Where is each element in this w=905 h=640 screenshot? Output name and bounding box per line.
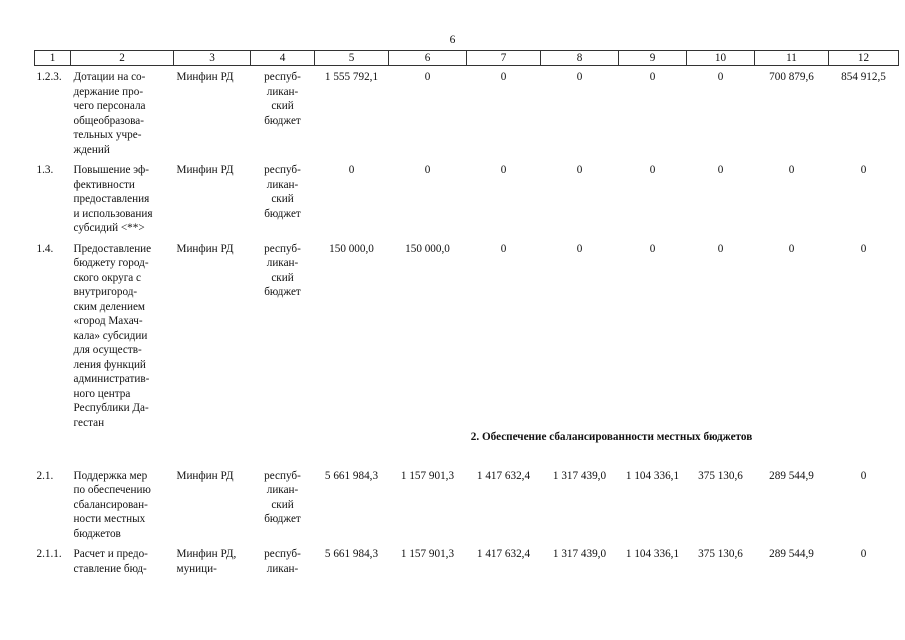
cell-line: ности местных: [73, 513, 146, 525]
row-funding-source: [251, 469, 315, 542]
cell-line: административ-: [73, 373, 150, 385]
cell-line: бюджет: [264, 207, 301, 220]
header-cell: 8: [541, 51, 619, 66]
row-value: 0: [788, 164, 795, 176]
row-value: 289 544,9: [769, 548, 814, 560]
row-value: 150 000,0: [329, 242, 374, 255]
row-funding-source: [251, 242, 315, 431]
row-executor: [174, 242, 251, 431]
cell-line: Повышение эф-: [73, 164, 149, 176]
cell-line: ставление бюд-: [73, 562, 147, 575]
row-code: 2.1.: [36, 469, 54, 482]
row-value: 1 104 336,1: [625, 548, 680, 560]
cell-line: Минфин РД: [176, 71, 234, 83]
row-value: 0: [649, 242, 656, 255]
cell-line: Минфин РД: [176, 469, 234, 482]
cell-line: Минфин РД,: [176, 548, 237, 560]
cell-line: респуб-: [264, 71, 301, 83]
cell-line: ликан-: [266, 484, 299, 496]
row-value: 0: [348, 164, 355, 176]
row-name: [71, 547, 174, 576]
row-value: 0: [860, 164, 867, 176]
cell-line: и использования: [73, 207, 153, 220]
cell-line: респуб-: [264, 164, 301, 176]
cell-line: ного центра: [73, 387, 131, 400]
header-cell: 10: [687, 51, 755, 66]
row-value: 0: [860, 242, 867, 255]
row-value: 1 157 901,3: [400, 469, 455, 482]
header-cell: 11: [755, 51, 829, 66]
row-value: 700 879,6: [769, 71, 814, 83]
row-value: 0: [717, 242, 724, 255]
row-value: 0: [500, 164, 507, 176]
header-cell: 9: [619, 51, 687, 66]
cell-line: ским делением: [73, 300, 145, 313]
cell-line: ликан-: [266, 562, 299, 575]
header-cell: 5: [315, 51, 389, 66]
cell-line: внутригород-: [73, 286, 138, 298]
header-cell: 7: [467, 51, 541, 66]
cell-line: общеобразова-: [73, 114, 144, 127]
cell-line: ский: [271, 100, 294, 112]
row-value: 150 000,0: [405, 242, 450, 255]
table-row: [35, 163, 899, 236]
cell-line: ского округа с: [73, 271, 142, 284]
cell-line: бюджет: [264, 286, 301, 298]
table-row: [35, 547, 899, 576]
cell-line: респуб-: [264, 242, 301, 255]
row-value: 0: [500, 242, 507, 255]
row-value: 375 130,6: [698, 548, 743, 560]
cell-line: предоставления: [73, 193, 150, 205]
cell-line: муници-: [176, 562, 217, 575]
row-value: 0: [860, 548, 867, 560]
table-row: [35, 66, 899, 158]
cell-line: фективности: [73, 178, 135, 191]
cell-line: по обеспечению: [73, 484, 151, 496]
row-value: 1 157 901,3: [400, 548, 455, 560]
cell-line: Минфин РД: [176, 164, 234, 176]
cell-line: тельных учре-: [73, 129, 142, 141]
header-cell: 12: [829, 51, 899, 66]
cell-line: Дотации на со-: [73, 71, 146, 83]
row-value: 1 417 632,4: [476, 469, 531, 482]
cell-line: ления функций: [73, 358, 146, 371]
table-row: [35, 242, 899, 431]
row-funding-source: [251, 66, 315, 158]
row-value: 0: [717, 71, 724, 83]
row-value: 0: [717, 164, 724, 176]
row-value: 0: [576, 71, 583, 83]
row-value: 1 417 632,4: [476, 548, 531, 560]
row-funding-source: [251, 547, 315, 576]
row-value: 0: [424, 164, 431, 176]
row-value: 0: [576, 164, 583, 176]
column-number-header: [35, 51, 899, 66]
row-value: 289 544,9: [769, 469, 814, 482]
row-code: 1.2.3.: [36, 71, 62, 83]
cell-line: Расчет и предо-: [73, 548, 148, 560]
cell-line: ликан-: [266, 178, 299, 191]
cell-line: ский: [271, 271, 294, 284]
row-value: 1 555 792,1: [324, 71, 379, 83]
cell-line: ский: [271, 498, 294, 511]
cell-line: «город Махач-: [73, 315, 143, 327]
row-value: 0: [424, 71, 431, 83]
row-code: 2.1.1.: [36, 548, 62, 560]
cell-line: кала» субсидии: [73, 329, 148, 342]
row-code: 1.4.: [36, 242, 54, 255]
page-number: 6: [449, 34, 456, 46]
row-executor: [174, 469, 251, 542]
row-value: 854 912,5: [841, 71, 886, 83]
budget-table: [34, 50, 899, 576]
row-name: [71, 66, 174, 158]
row-executor: [174, 163, 251, 236]
row-value: 0: [500, 71, 507, 83]
cell-line: ский: [271, 193, 294, 205]
cell-line: держание про-: [73, 85, 144, 98]
row-value: 5 661 984,3: [324, 469, 379, 482]
row-name: [71, 163, 174, 236]
row-name: [71, 242, 174, 431]
header-cell: 3: [174, 51, 251, 66]
cell-line: для осуществ-: [73, 344, 142, 356]
row-value: 0: [788, 242, 795, 255]
cell-line: Предоставление: [73, 242, 152, 255]
header-cell: 4: [251, 51, 315, 66]
row-value: 0: [860, 469, 867, 482]
row-value: 5 661 984,3: [324, 548, 379, 560]
row-value: 1 317 439,0: [552, 469, 607, 482]
cell-line: респуб-: [264, 548, 301, 560]
row-name: [71, 469, 174, 542]
section-2-title: 2. Обеспечение сбалансированности местных бюджетов: [470, 431, 753, 443]
row-value: 0: [576, 242, 583, 255]
cell-line: Республики Да-: [73, 402, 149, 414]
row-value: 375 130,6: [698, 469, 743, 482]
cell-line: чего персонала: [73, 100, 146, 112]
cell-line: Поддержка мер: [73, 469, 148, 482]
cell-line: ликан-: [266, 85, 299, 98]
row-executor: [174, 547, 251, 576]
row-value: 1 317 439,0: [552, 548, 607, 560]
header-cell: 2: [71, 51, 174, 66]
header-cell: 6: [389, 51, 467, 66]
row-code: 1.3.: [36, 164, 54, 176]
row-executor: [174, 66, 251, 158]
cell-line: бюджетов: [73, 527, 121, 540]
cell-line: респуб-: [264, 469, 301, 482]
cell-line: бюджет: [264, 114, 301, 127]
cell-line: бюджет: [264, 513, 301, 525]
cell-line: Минфин РД: [176, 242, 234, 255]
cell-line: сбалансирован-: [73, 498, 148, 511]
row-value: 1 104 336,1: [625, 469, 680, 482]
row-value: 0: [649, 71, 656, 83]
header-cell: 1: [35, 51, 71, 66]
table-row: [35, 469, 899, 542]
section-heading-row: [35, 430, 899, 469]
row-funding-source: [251, 163, 315, 236]
cell-line: субсидий <**>: [73, 222, 145, 234]
cell-line: гестан: [73, 416, 105, 429]
cell-line: бюджету город-: [73, 257, 149, 269]
cell-line: ждений: [73, 143, 110, 156]
row-value: 0: [649, 164, 656, 176]
cell-line: ликан-: [266, 257, 299, 269]
